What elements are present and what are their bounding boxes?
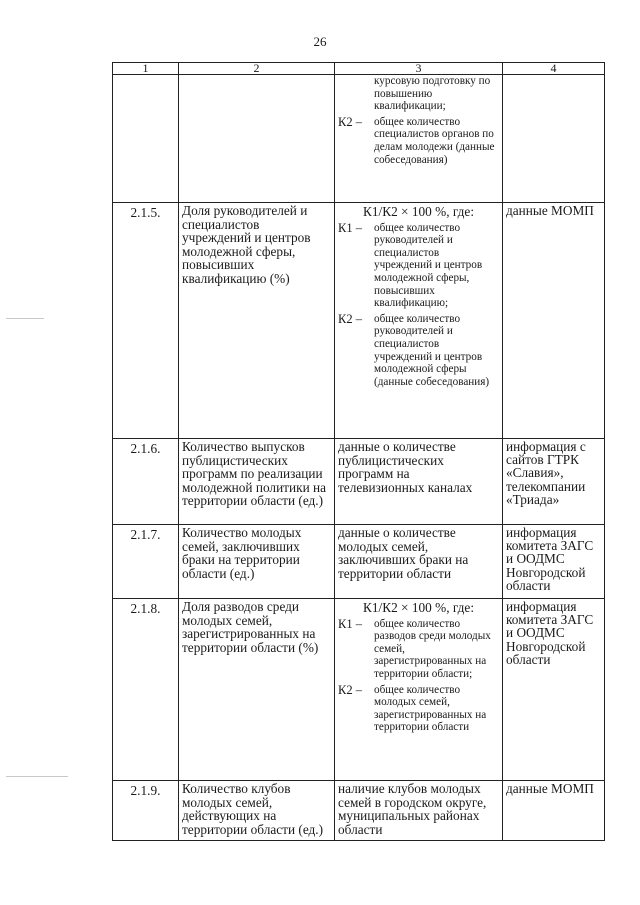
- method-text-continuation: курсовую подготовку по повышению квалификации;: [374, 75, 491, 113]
- indicator-name: Доля разводов среди молодых семей, зарегистрированных на территории области (%): [179, 599, 335, 781]
- column-number: 3: [335, 63, 503, 75]
- indicator-number: 2.1.6.: [113, 439, 179, 525]
- k2-label: К2 –: [338, 311, 362, 326]
- formula: К1/К2 × 100 %, где:: [362, 600, 475, 615]
- indicator-number: 2.1.5.: [113, 203, 179, 439]
- indicator-name: Доля руководителей и специалистов учреждений и центров молодежной сферы, повысивших квалификацию (%): [179, 203, 335, 439]
- column-number: 4: [503, 63, 605, 75]
- indicator-name: Количество клубов молодых семей, действующих на территории области (ед.): [179, 781, 335, 841]
- page-number: 26: [313, 34, 327, 49]
- k2-definition: [338, 684, 499, 734]
- indicator-name: Количество молодых семей, заключивших браки на территории области (ед.): [179, 525, 335, 599]
- margin-mark-left: [6, 318, 44, 319]
- k2-text: общее количество молодых семей, зарегистрированных на территории области: [374, 683, 487, 734]
- table-row: [113, 203, 605, 439]
- indicators-table: [112, 62, 605, 841]
- data-source: информация комитета ЗАГС и ООДМС Новгородской области: [503, 599, 605, 781]
- k2-definition: [338, 313, 499, 389]
- indicator-number: 2.1.8.: [113, 599, 179, 781]
- k2-label: К2 –: [338, 682, 362, 697]
- table-row: [113, 439, 605, 525]
- calculation-method: данные о количестве молодых семей, заключивших браки на территории области: [335, 525, 503, 599]
- table-row: [113, 599, 605, 781]
- indicator-number: 2.1.7.: [113, 525, 179, 599]
- data-source: информация с сайтов ГТРК «Славия», телекомпании «Триада»: [503, 439, 605, 525]
- column-number: 1: [113, 63, 179, 75]
- calculation-method: наличие клубов молодых семей в городском округе, муниципальных районах области: [335, 781, 503, 841]
- margin-mark-left-lower: [6, 776, 68, 777]
- k1-text: общее количество руководителей и специалистов учреждений и центров молодежной сферы, повысивших квалификацию;: [374, 221, 483, 310]
- k2-definition: [338, 116, 499, 166]
- k2-label: К2 –: [338, 114, 362, 129]
- k1-label: К1 –: [338, 220, 362, 235]
- column-number: 2: [179, 63, 335, 75]
- indicator-name: Количество выпусков публицистических программ по реализации молодежной политики на территории области (ед.): [179, 439, 335, 525]
- calculation-method: данные о количестве публицистических программ на телевизионных каналах: [335, 439, 503, 525]
- indicator-number-cell: [113, 75, 179, 203]
- indicator-name-cell: [179, 75, 335, 203]
- indicator-number: 2.1.9.: [113, 781, 179, 841]
- table-row: [113, 75, 605, 203]
- k2-text: общее количество руководителей и специалистов учреждений и центров молодежной сферы (данные собеседования): [374, 312, 490, 388]
- data-source-cell: [503, 75, 605, 203]
- table-row: [113, 781, 605, 841]
- data-source: данные МОМП: [503, 203, 605, 439]
- column-number-header: [113, 63, 605, 75]
- calculation-method-cell: [335, 599, 503, 781]
- table-row: [113, 525, 605, 599]
- data-source: информация комитета ЗАГС и ООДМС Новгородской области: [503, 525, 605, 599]
- k1-definition: [338, 618, 499, 681]
- k1-label: К1 –: [338, 616, 362, 631]
- k1-text: общее количество разводов среди молодых семей, зарегистрированных на территории области;: [374, 617, 491, 680]
- calculation-method-cell: [335, 203, 503, 439]
- k2-text: общее количество специалистов органов по делам молодежи (данные собеседования): [374, 115, 495, 166]
- calculation-method-cell: [335, 75, 503, 203]
- formula: К1/К2 × 100 %, где:: [362, 204, 475, 219]
- k1-definition: [338, 222, 499, 310]
- data-source: данные МОМП: [503, 781, 605, 841]
